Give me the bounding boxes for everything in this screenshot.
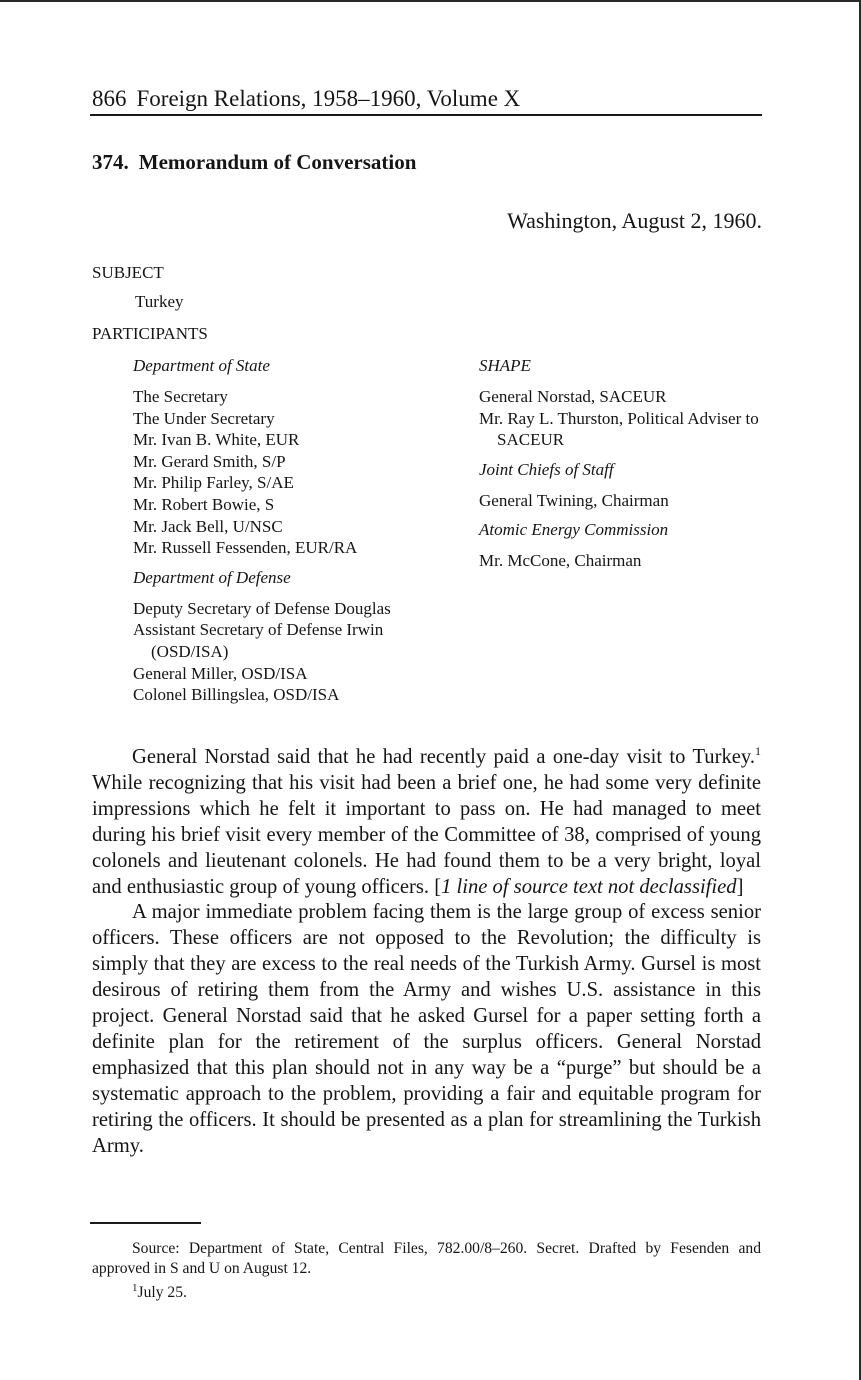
- participant-group-heading: Atomic Energy Commission: [479, 520, 669, 540]
- body-text: ]: [736, 875, 744, 898]
- participants-right-column: [479, 355, 779, 580]
- body-paragraph-2: A major immediate problem facing them is the large group of excess senior officers. These officers are not opposed to the Revolution; the difficulty is simply that they are excess to the real needs of the Turkish Army. Gursel is most desirous of retiring them from the Army and wishes U.S. assistance in this project. General Norstad said that he asked Gursel for a paper setting forth a definite plan for the retirement of the surplus officers. General Norstad emphasized that this plan should not in any way be a “purge” but should be a systematic approach to the problem, providing a fair and equitable program for retiring the officers. It should be presented as a plan for streamlining the Turkish Army.: [92, 901, 761, 1157]
- participant-name: Mr. Robert Bowie, S: [133, 494, 275, 514]
- body-paragraph-1: [92, 745, 761, 900]
- memo-body: [92, 745, 761, 1160]
- header-rule: [90, 114, 762, 116]
- participant-name: Mr. McCone, Chairman: [479, 551, 642, 571]
- participant-name: Mr. Jack Bell, U/NSC: [133, 516, 283, 536]
- document-title: Memorandum of Conversation: [138, 150, 417, 174]
- participant-name: Mr. Russell Fessenden, EUR/RA: [133, 538, 358, 558]
- participant-list: [133, 598, 463, 706]
- participant-list: [133, 386, 463, 559]
- subject-label: SUBJECT: [92, 263, 164, 282]
- participant-name: Deputy Secretary of Defense Douglas: [133, 598, 391, 618]
- footnote-marker: 1: [132, 1281, 138, 1294]
- footnotes: [92, 1239, 761, 1303]
- document-number: 374.: [92, 150, 129, 174]
- body-text: General Norstad said that he had recently paid a one-day visit to Turkey.: [132, 746, 755, 768]
- participant-name: General Twining, Chairman: [479, 490, 669, 510]
- participant-name: General Norstad, SACEUR: [479, 387, 667, 406]
- page-edge-top: [0, 0, 861, 2]
- participant-list: [479, 386, 779, 451]
- participant-name: The Secretary: [133, 387, 228, 406]
- participant-group-heading: Department of Defense: [133, 567, 291, 587]
- participant-list: [479, 490, 779, 512]
- running-head: [92, 84, 520, 114]
- participant-name: Mr. Ray L. Thurston, Political Adviser to SACEUR: [479, 408, 759, 450]
- participants-left-column: [133, 355, 463, 714]
- place-date: Washington, August 2, 1960.: [507, 208, 762, 233]
- page-number: 866: [92, 86, 127, 111]
- participant-name: Mr. Philip Farley, S/AE: [133, 473, 294, 493]
- body-text: While recognizing that his visit had been a brief one, he had some very definite impressions which he felt it important to pass on. He had managed to meet during his brief visit every member of the Committee of 38, comprised of young colonels and lieutenant colonels. He had found them to be a very bright, loyal and enthusiastic group of young officers. [: [92, 771, 761, 898]
- participants-label: PARTICIPANTS: [92, 324, 208, 343]
- document-heading: [92, 148, 416, 176]
- volume-title: Foreign Relations, 1958–1960, Volume X: [136, 86, 521, 111]
- footnote-rule: [90, 1222, 201, 1224]
- participant-group-heading: Joint Chiefs of Staff: [479, 459, 614, 479]
- participant-list: [479, 550, 779, 572]
- footnote-text: July 25.: [137, 1284, 187, 1301]
- participant-name: Colonel Billingslea, OSD/ISA: [133, 685, 340, 705]
- participant-name: General Miller, OSD/ISA: [133, 663, 308, 683]
- participant-name: Mr. Gerard Smith, S/P: [133, 451, 286, 471]
- source-note: Source: Department of State, Central Files, 782.00/8–260. Secret. Drafted by Fesenden and approved in S and U on August 12.: [92, 1240, 761, 1277]
- footnote-reference: 1: [755, 744, 761, 759]
- subject-value: Turkey: [135, 292, 184, 311]
- participant-group-heading: SHAPE: [479, 356, 531, 375]
- footnote-1: [92, 1283, 761, 1303]
- participant-name: Assistant Secretary of Defense Irwin (OSD/ISA): [133, 620, 384, 661]
- redaction-note: 1 line of source text not declassified: [441, 875, 737, 898]
- participant-group-heading: Department of State: [133, 356, 270, 375]
- participant-name: Mr. Ivan B. White, EUR: [133, 430, 300, 450]
- participant-name: The Under Secretary: [133, 408, 275, 428]
